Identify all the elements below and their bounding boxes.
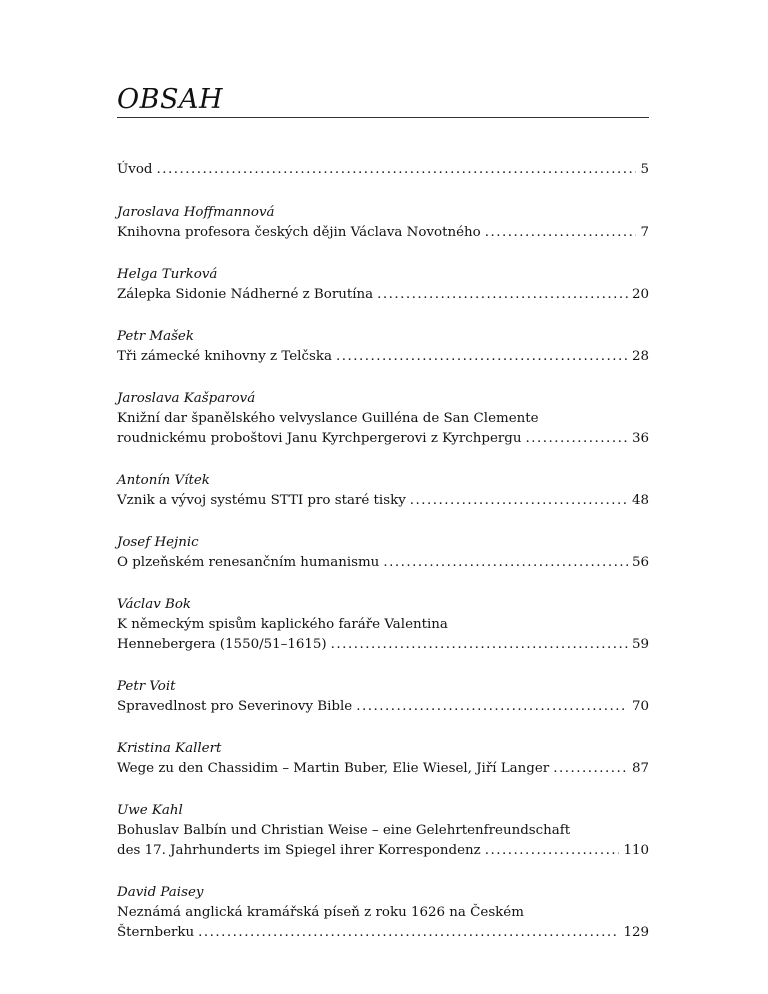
toc-page-number: 110: [623, 843, 649, 858]
toc-author: Kristina Kallert: [117, 741, 222, 756]
toc-page-number: 5: [640, 162, 649, 177]
dot-leader: [383, 553, 628, 573]
toc-title-row: [117, 635, 649, 655]
toc-page-number: 48: [631, 493, 649, 508]
toc-entry: [117, 883, 649, 943]
toc-title-line: Bohuslav Balbín und Christian Weise – eine Gelehrtenfreundschaft: [117, 823, 571, 838]
toc-entry: [117, 265, 649, 305]
toc-title-row: [117, 841, 649, 861]
toc-entry: [117, 677, 649, 717]
dot-leader: [336, 347, 628, 367]
toc-title-text: Knihovna profesora českých dějin Václava Novotného: [117, 225, 481, 240]
toc-title-text: Úvod: [117, 162, 153, 177]
toc-page-number: 20: [631, 287, 649, 302]
toc-title-row: [117, 759, 649, 779]
toc-entry: [117, 471, 649, 511]
toc-title-text: Zálepka Sidonie Nádherné z Borutína: [117, 287, 374, 302]
toc-title-text: Šternberku: [117, 925, 195, 940]
toc-title-text: Hennebergera (1550/51–1615): [117, 637, 327, 652]
toc-entry: [117, 739, 649, 779]
toc-title-text: Wege zu den Chassidim – Martin Buber, Elie Wiesel, Jiří Langer: [117, 761, 550, 776]
toc-entry: [117, 595, 649, 655]
toc-entry: [117, 533, 649, 573]
toc-page-number: 7: [640, 225, 649, 240]
toc-page-number: 70: [631, 699, 649, 714]
toc-title-row: [117, 429, 649, 449]
toc-title-row: [117, 223, 649, 243]
toc-entry: [117, 160, 649, 180]
page-title: OBSAH: [117, 84, 224, 115]
toc-title-row: [117, 285, 649, 305]
dot-leader: [198, 923, 619, 943]
toc-title-line: Knižní dar španělského velvyslance Guilléna de San Clemente: [117, 411, 539, 426]
dot-leader: [377, 285, 628, 305]
toc-title-line: Neznámá anglická kramářská píseň z roku 1626 na Českém: [117, 905, 524, 920]
dot-leader: [525, 429, 627, 449]
dot-leader: [331, 635, 628, 655]
toc-author: Petr Mašek: [117, 329, 194, 344]
toc-author: Jaroslava Hoffmannová: [117, 205, 275, 220]
toc-entry: [117, 389, 649, 449]
toc-page-number: 87: [631, 761, 649, 776]
table-of-contents: [117, 160, 649, 965]
toc-page-number: 59: [631, 637, 649, 652]
dot-leader: [156, 160, 636, 180]
dot-leader: [485, 841, 620, 861]
toc-title-text: Spravedlnost pro Severinovy Bible: [117, 699, 353, 714]
toc-entry: [117, 801, 649, 861]
toc-title-row: [117, 923, 649, 943]
toc-author: Petr Voit: [117, 679, 176, 694]
toc-entry: [117, 203, 649, 243]
toc-title-row: [117, 697, 649, 717]
toc-title-line: K německým spisům kaplického faráře Valentina: [117, 617, 448, 632]
title-rule: [117, 117, 649, 118]
toc-title-row: [117, 491, 649, 511]
toc-entry: [117, 327, 649, 367]
toc-page-number: 28: [631, 349, 649, 364]
dot-leader: [553, 759, 628, 779]
toc-page-number: 56: [631, 555, 649, 570]
toc-title-text: O plzeňském renesančním humanismu: [117, 555, 380, 570]
toc-page-number: 129: [623, 925, 649, 940]
toc-author: David Paisey: [117, 885, 204, 900]
toc-title-text: Tři zámecké knihovny z Telčska: [117, 349, 332, 364]
toc-title-text: Vznik a vývoj systému STTI pro staré tisky: [117, 493, 406, 508]
toc-author: Uwe Kahl: [117, 803, 183, 818]
toc-title-row: [117, 347, 649, 367]
toc-author: Václav Bok: [117, 597, 192, 612]
toc-author: Antonín Vítek: [117, 473, 210, 488]
dot-leader: [410, 491, 628, 511]
toc-author: Jaroslava Kašparová: [117, 391, 256, 406]
dot-leader: [485, 223, 637, 243]
toc-author: Josef Hejnic: [117, 535, 199, 550]
toc-title-row: [117, 160, 649, 180]
toc-title-text: roudnickému proboštovi Janu Kyrchpergerovi z Kyrchpergu: [117, 431, 522, 446]
toc-title-text: des 17. Jahrhunderts im Spiegel ihrer Korrespondenz: [117, 843, 481, 858]
toc-page-number: 36: [631, 431, 649, 446]
toc-author: Helga Turková: [117, 267, 218, 282]
toc-title-row: [117, 553, 649, 573]
dot-leader: [356, 697, 628, 717]
